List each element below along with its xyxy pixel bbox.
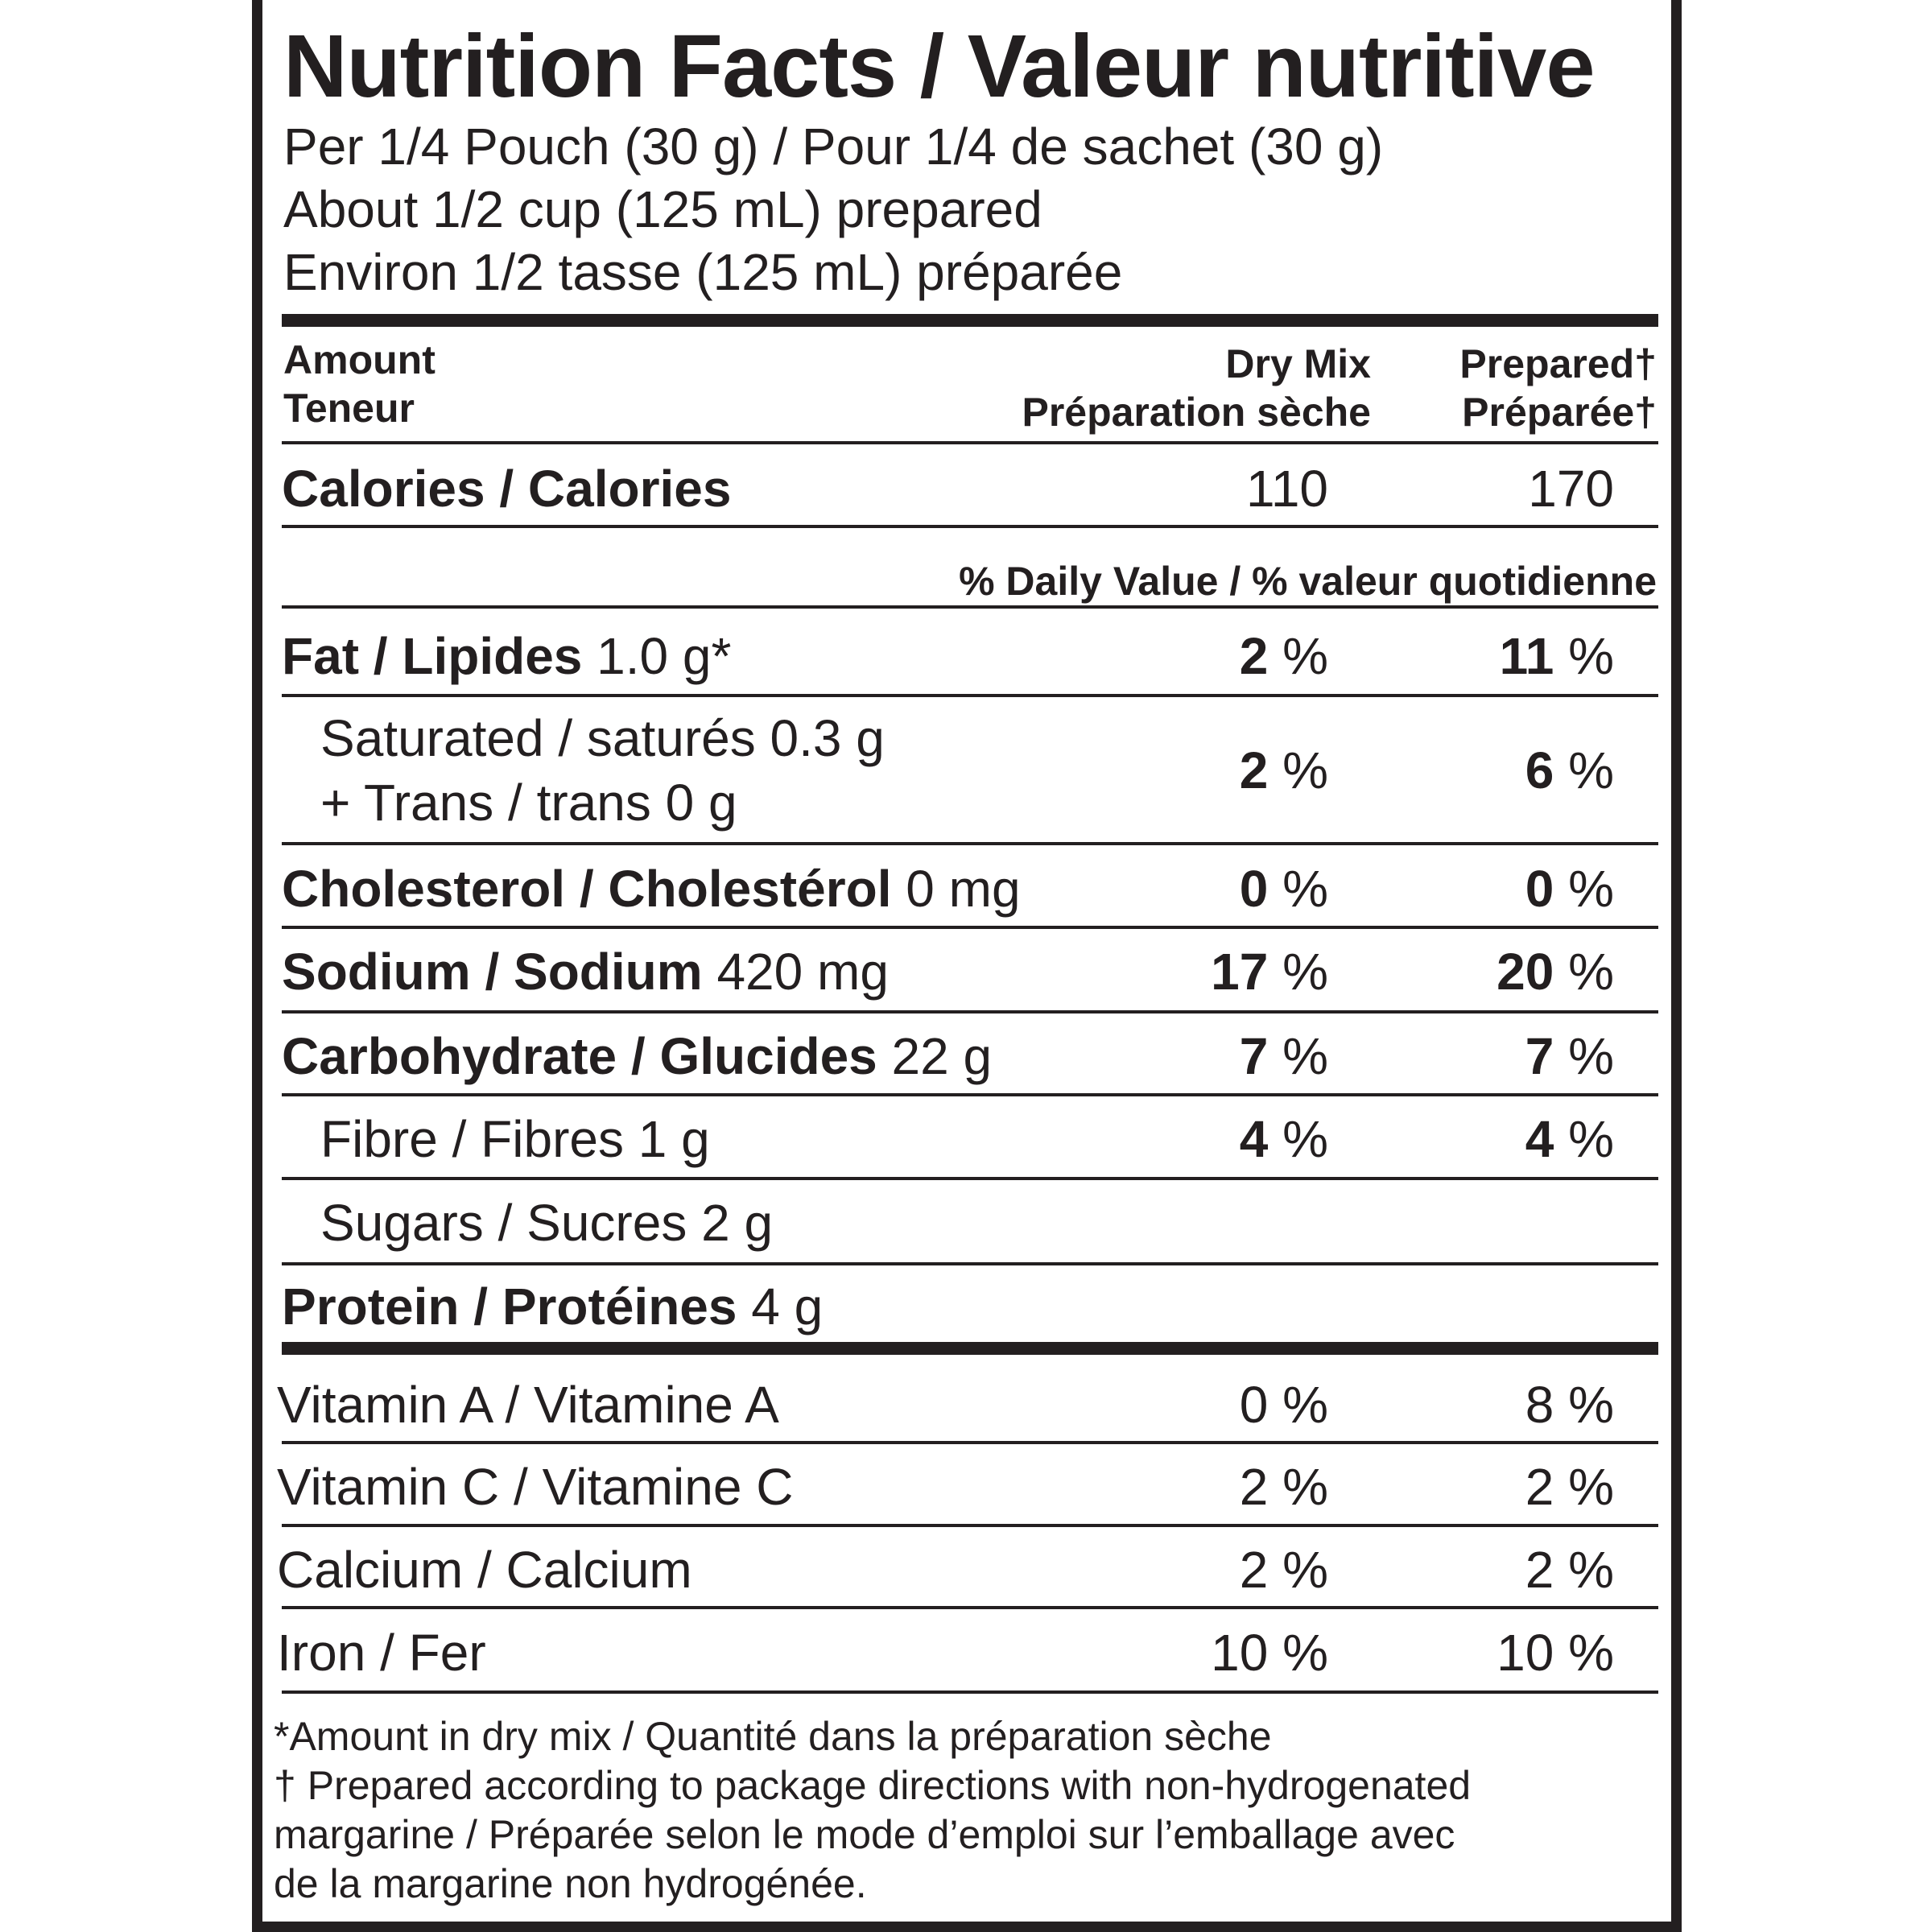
divider bbox=[282, 441, 1658, 444]
percent-sign: % bbox=[1568, 741, 1614, 799]
carbohydrate-amount: 22 g bbox=[891, 1027, 993, 1085]
serving-approx-fr: Environ 1/2 tasse (125 mL) préparée bbox=[283, 243, 1123, 301]
percent-sign: % bbox=[1568, 1027, 1614, 1085]
cholesterol-prepared-value: 0 bbox=[1525, 860, 1554, 918]
trans-label: + Trans / trans 0 g bbox=[320, 774, 737, 832]
carbohydrate-prepared-value: 7 bbox=[1525, 1027, 1554, 1085]
footnote-prepared-1: † Prepared according to package directions with non-hydrogenated bbox=[274, 1763, 1472, 1808]
fat-label bbox=[282, 627, 732, 685]
iron-prepared: 10 % bbox=[1496, 1624, 1614, 1682]
divider bbox=[282, 1441, 1658, 1444]
percent-sign: % bbox=[1282, 1110, 1328, 1168]
cholesterol-dry-value: 0 bbox=[1239, 860, 1269, 918]
divider bbox=[282, 1690, 1658, 1694]
divider bbox=[282, 1262, 1658, 1265]
fat-dry-value: 2 bbox=[1239, 627, 1269, 685]
percent-sign: % bbox=[1568, 1110, 1614, 1168]
cholesterol-amount: 0 mg bbox=[906, 860, 1021, 918]
header-prepared: Prepared† bbox=[1459, 341, 1657, 386]
header-amount: Amount bbox=[283, 337, 436, 382]
footnote-prepared-3: de la margarine non hydrogénée. bbox=[274, 1861, 867, 1906]
vitamin-c-dry: 2 % bbox=[1239, 1458, 1328, 1516]
divider bbox=[282, 926, 1658, 929]
percent-sign: % bbox=[1282, 741, 1328, 799]
thick-rule bbox=[282, 1342, 1658, 1355]
fat-amount: 1.0 g* bbox=[597, 627, 732, 685]
percent-sign: % bbox=[1282, 860, 1328, 918]
calcium-dry: 2 % bbox=[1239, 1541, 1328, 1599]
saturated-row bbox=[282, 709, 1659, 833]
fibre-prepared-value: 4 bbox=[1525, 1110, 1554, 1168]
serving-size-line: Per 1/4 Pouch (30 g) / Pour 1/4 de sachet (30 g) bbox=[283, 118, 1384, 175]
calcium-prepared: 2 % bbox=[1525, 1541, 1614, 1599]
vitamin-c-label: Vitamin C / Vitamine C bbox=[277, 1458, 794, 1516]
carbohydrate-dry-value: 7 bbox=[1239, 1027, 1269, 1085]
sugars-label: Sugars / Sucres 2 g bbox=[320, 1194, 774, 1252]
saturated-dry-value: 2 bbox=[1239, 741, 1269, 799]
header-dry-mix: Dry Mix bbox=[1225, 341, 1371, 386]
sodium-amount: 420 mg bbox=[716, 943, 889, 1001]
divider bbox=[282, 842, 1658, 845]
label-title: Nutrition Facts / Valeur nutritive bbox=[283, 17, 1595, 116]
cholesterol-name: Cholesterol / Cholestérol bbox=[282, 860, 892, 918]
fibre-dry-value: 4 bbox=[1239, 1110, 1269, 1168]
divider bbox=[282, 605, 1658, 609]
divider bbox=[282, 694, 1658, 697]
protein-amount: 4 g bbox=[751, 1278, 824, 1335]
sodium-name: Sodium / Sodium bbox=[282, 943, 703, 1001]
fat-name: Fat / Lipides bbox=[282, 627, 583, 685]
carbohydrate-name: Carbohydrate / Glucides bbox=[282, 1027, 877, 1085]
sodium-dry-value: 17 bbox=[1211, 943, 1269, 1001]
header-prepared-fr: Préparée† bbox=[1462, 390, 1657, 435]
iron-dry: 10 % bbox=[1211, 1624, 1328, 1682]
header-dry-mix-fr: Préparation sèche bbox=[1022, 390, 1371, 435]
vitamin-a-prepared: 8 % bbox=[1525, 1376, 1614, 1434]
vitamin-a-dry: 0 % bbox=[1239, 1376, 1328, 1434]
footnote-prepared-2: margarine / Préparée selon le mode d’emploi sur l’emballage avec bbox=[274, 1812, 1455, 1857]
divider bbox=[282, 1524, 1658, 1527]
divider bbox=[282, 1606, 1658, 1609]
vitamin-a-label: Vitamin A / Vitamine A bbox=[277, 1376, 779, 1434]
divider bbox=[282, 1093, 1658, 1096]
calories-dry: 110 bbox=[1245, 460, 1328, 518]
divider bbox=[282, 525, 1658, 528]
calories-prepared: 170 bbox=[1528, 460, 1614, 518]
sodium-prepared-value: 20 bbox=[1496, 943, 1554, 1001]
calcium-label: Calcium / Calcium bbox=[277, 1541, 692, 1599]
percent-sign: % bbox=[1568, 860, 1614, 918]
divider bbox=[282, 1177, 1658, 1180]
percent-sign: % bbox=[1282, 627, 1328, 685]
protein-name: Protein / Protéines bbox=[282, 1278, 737, 1335]
percent-sign: % bbox=[1568, 627, 1614, 685]
header-teneur: Teneur bbox=[283, 386, 415, 431]
footnote-dry-mix: *Amount in dry mix / Quantité dans la préparation sèche bbox=[274, 1714, 1272, 1759]
divider bbox=[282, 1010, 1658, 1013]
fibre-label: Fibre / Fibres 1 g bbox=[320, 1110, 710, 1168]
fat-prepared-value: 11 bbox=[1499, 627, 1554, 685]
saturated-label: Saturated / saturés 0.3 g bbox=[320, 709, 885, 767]
iron-label: Iron / Fer bbox=[277, 1624, 486, 1682]
thick-rule bbox=[282, 314, 1658, 327]
vitamin-c-prepared: 2 % bbox=[1525, 1458, 1614, 1516]
daily-value-header: % Daily Value / % valeur quotidienne bbox=[959, 559, 1657, 604]
saturated-prepared-value: 6 bbox=[1525, 741, 1554, 799]
percent-sign: % bbox=[1568, 943, 1614, 1001]
serving-approx-en: About 1/2 cup (125 mL) prepared bbox=[283, 180, 1042, 238]
calories-label: Calories / Calories bbox=[282, 460, 732, 518]
percent-sign: % bbox=[1282, 943, 1328, 1001]
percent-sign: % bbox=[1282, 1027, 1328, 1085]
